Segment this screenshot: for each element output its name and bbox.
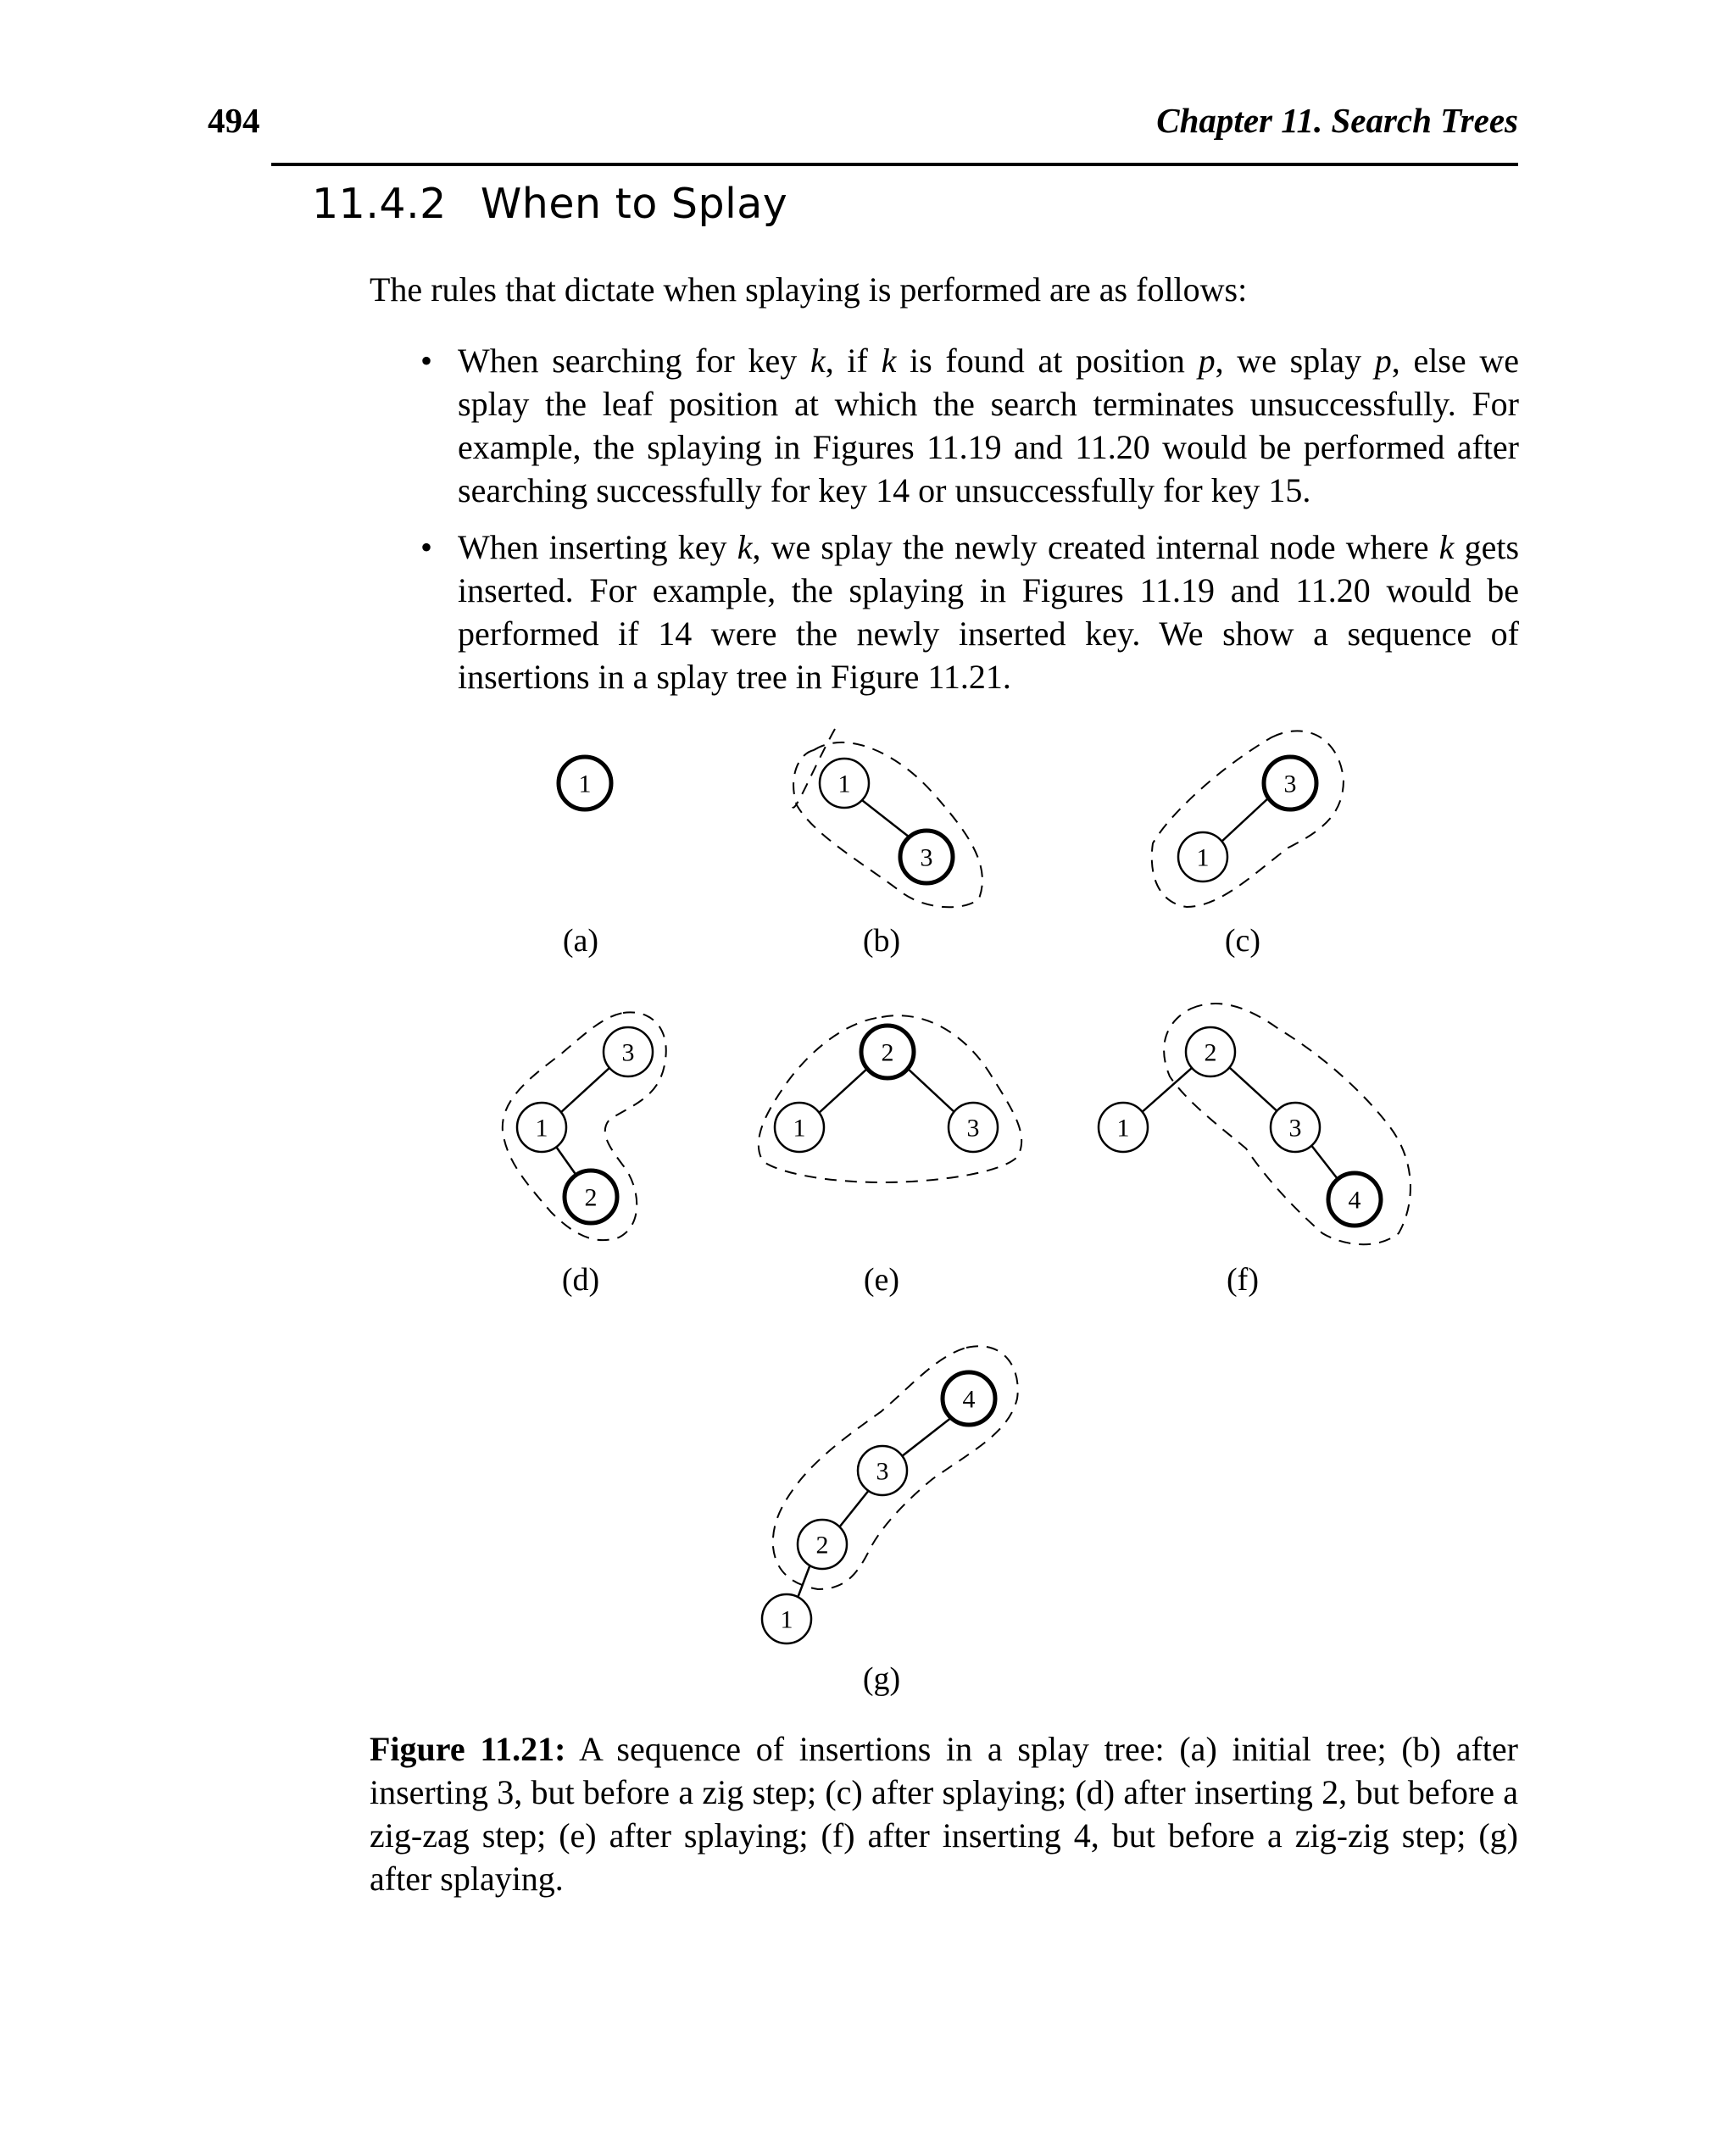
- subfigure-label-a: (a): [562, 923, 599, 959]
- math-var: k: [737, 528, 753, 566]
- math-var: k: [1438, 528, 1455, 566]
- edge-f-2-3: [1230, 1068, 1280, 1114]
- subfigure-label-f: (f): [1227, 1262, 1259, 1298]
- node-d-1-label: 1: [535, 1114, 548, 1143]
- math-var: k: [810, 342, 826, 380]
- caption-label: Figure 11.21:: [370, 1730, 566, 1768]
- node-c-3-label: 3: [1283, 770, 1297, 798]
- node-f-1-label: 1: [1116, 1114, 1130, 1143]
- math-var: p: [1374, 342, 1392, 380]
- rule-text: , we splay the newly created internal node where: [752, 528, 1439, 566]
- subfigure-label-g: (g): [862, 1661, 901, 1697]
- edge-b-1-3: [859, 798, 913, 840]
- edge-f-3-4: [1310, 1144, 1338, 1179]
- edge-f-2-1: [1140, 1068, 1192, 1114]
- section-number: 11.4.2: [312, 180, 447, 228]
- outline-b: [793, 729, 982, 907]
- intro-paragraph: The rules that dictate when splaying is performed are as follows:: [370, 270, 1248, 309]
- node-g-3-label: 3: [876, 1457, 889, 1486]
- rule-text: gets inserted. For example, the splaying in Figures 11.19 and 11.20 would be performed if 14 were the newly inserted key. We show a sequence of insertions in a splay tree in Figure 11.21.: [458, 528, 1520, 696]
- node-e-3-label: 3: [966, 1114, 980, 1143]
- splay-outlines: [503, 729, 1410, 1589]
- outline-c: [1152, 731, 1344, 907]
- rule-text: When inserting key: [458, 528, 737, 566]
- node-b-3-label: 3: [920, 843, 933, 872]
- node-f-2-label: 2: [1204, 1038, 1217, 1067]
- subfigure-label-d: (d): [561, 1262, 600, 1298]
- tree-nodes: [517, 757, 1381, 1643]
- node-e-2-label: 2: [881, 1038, 894, 1067]
- node-g-2-label: 2: [815, 1531, 829, 1560]
- node-e-1-label: 1: [793, 1114, 806, 1143]
- rule-text: , we splay: [1215, 342, 1375, 380]
- node-f-4-label: 4: [1348, 1186, 1361, 1215]
- caption-text: A sequence of insertions in a splay tree: (a) initial tree; (b) after inserting 3, but before a zig step; (c) after splaying; (d) after inserting 2, but before a zig-zag step; (e) after splaying; (f) after inserting 4, but before a zig-zig step; (g) after splaying.: [370, 1730, 1518, 1898]
- node-c-1-label: 1: [1196, 843, 1210, 872]
- node-b-1-label: 1: [837, 770, 851, 798]
- node-labels: [536, 770, 1361, 1634]
- edge-e-2-3: [907, 1068, 956, 1114]
- running-header-chapter: Chapter 11. Search Trees: [1156, 101, 1518, 140]
- node-d-2-label: 2: [584, 1183, 598, 1212]
- figure-caption: [370, 1727, 1518, 1900]
- node-d-3-label: 3: [621, 1038, 635, 1067]
- subfigure-label-b: (b): [862, 923, 901, 959]
- node-a-1-label: 1: [578, 770, 592, 798]
- node-g-1-label: 1: [780, 1605, 793, 1634]
- tree-edges: [554, 798, 1338, 1604]
- math-var: k: [881, 342, 897, 380]
- node-f-3-label: 3: [1288, 1114, 1302, 1143]
- subfigure-label-e: (e): [863, 1262, 900, 1298]
- edge-g-4-3: [898, 1417, 952, 1460]
- node-g-4-label: 4: [962, 1385, 976, 1414]
- rule-text: , else we splay the leaf position at which the search terminates unsuccessfully. For example, the splaying in Figures 11.19 and 11.20 would be performed after searching successfully for key 14 or unsuccessfully for key 15.: [458, 342, 1520, 509]
- rule-text: When searching for key: [458, 342, 810, 380]
- rule-text: , if: [825, 342, 882, 380]
- edge-e-2-1: [818, 1068, 868, 1114]
- section-title: When to Splay: [480, 180, 788, 228]
- math-var: p: [1198, 342, 1216, 380]
- edge-c-3-1: [1221, 798, 1269, 842]
- page-number: 494: [208, 101, 260, 140]
- edge-d-3-1: [560, 1067, 610, 1113]
- subfigure-label-c: (c): [1224, 923, 1261, 959]
- rule-text: is found at position: [896, 342, 1199, 380]
- edge-g-3-2: [836, 1489, 870, 1532]
